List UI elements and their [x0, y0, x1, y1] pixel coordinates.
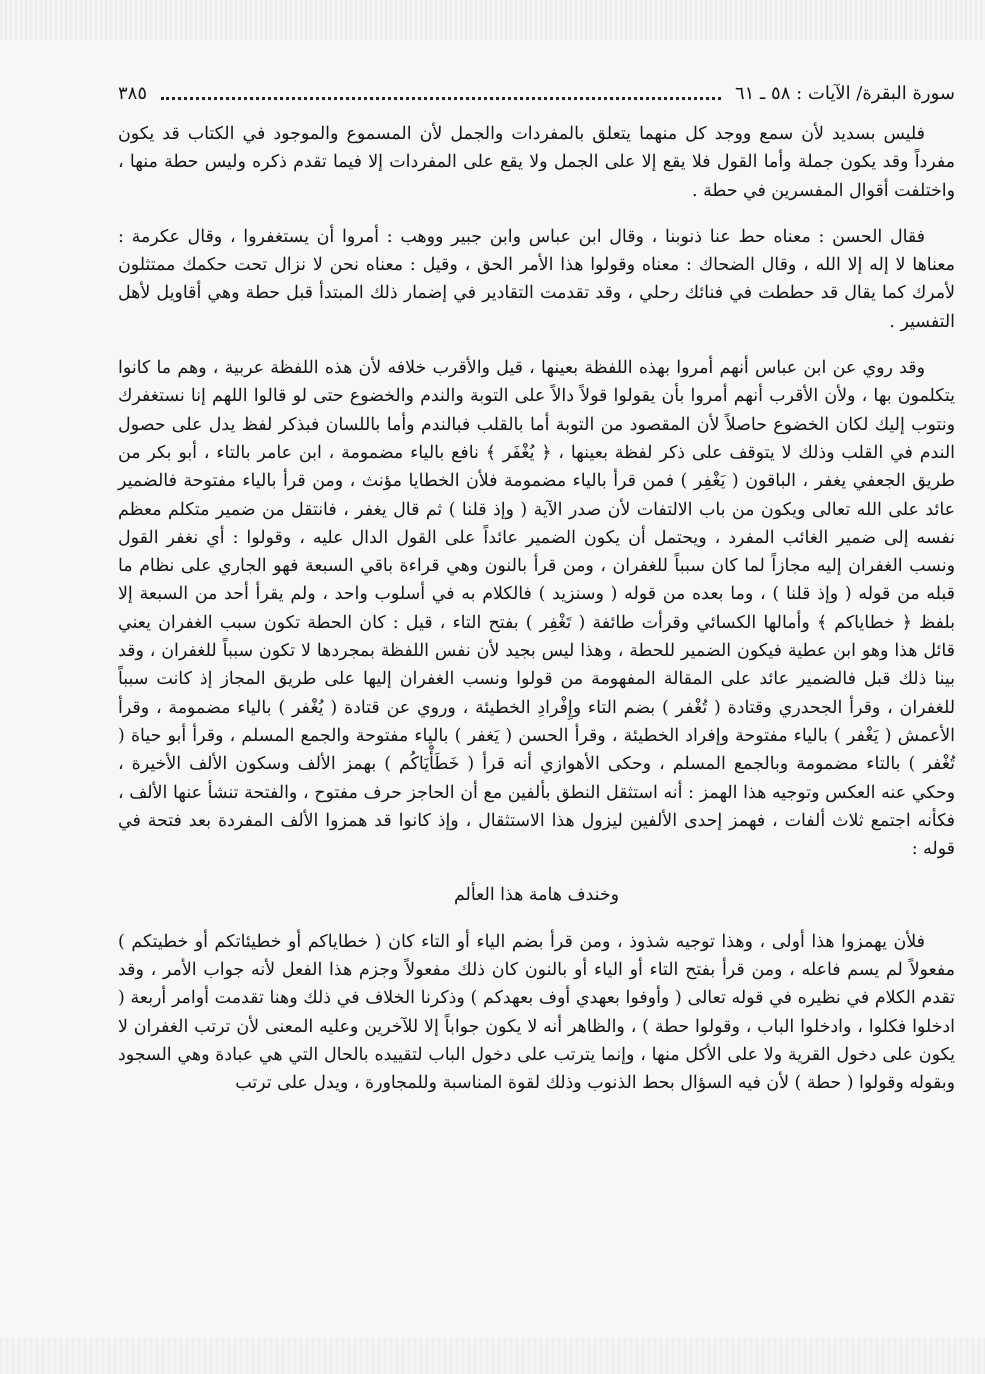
running-header: [118, 78, 955, 108]
body-text: [118, 120, 955, 1098]
page-number: ٣٨٥: [118, 82, 148, 104]
paragraph-2: فقال الحسن : معناه حط عنا ذنوبنا ، وقال ابن عباس وابن جبير ووهب : أمروا أن يستغفروا ، وقال عكرمة : معناها لا إله إلا الله ، وقال الضحاك : معناه وقولوا هذا الأمر الحق ، وقيل : معناه نحن لا نزال تحت حكمك ممتثلون لأمرك كما يقال قد حططت في فنائك رحلي ، وقد تقدمت التقادير في إضمار ذلك المبتدأ قبل حطة وهي أقاويل لأهل التفسير .: [118, 226, 955, 332]
paragraph-4: فلأن يهمزوا هذا أولى ، وهذا توجيه شذوذ ، ومن قرأ بضم الياء أو التاء كان ( خطاياكم أو خطيئاتكم أو خطيتكم ) مفعولاً لم يسم فاعله ، ومن قرأ بفتح التاء أو الياء أو بالنون كان ذلك مفعولاً وجزم هذا الفعل لأنه جواب الأمر ، وقد تقدم الكلام في نظيره في قوله تعالى ( وأوفوا بعهدي أوف بعهدكم ) وذكرنا الخلاف في ذلك وهنا تقدمت أوامر أربعة ( ادخلوا فكلوا ، وادخلوا الباب ، وقولوا حطة ) ، والظاهر أنه لا يكون جواباً إلا للآخرين وعليه المعنى لأن ترتب الغفران لا يكون على دخول القرية ولا على الأكل منها ، وإنما يترتب على دخول الباب لتقييده بالحال التي هي عبادة وهي السجود وبقوله وقولوا ( حطة ) لأن فيه السؤال بحط الذنوب وذلك لقوة المناسبة وللمجاورة ، ويدل على ترتب: [118, 931, 955, 1094]
surah-title: سورة البقرة/ الآيات : ٥٨ ـ ٦١: [734, 82, 955, 104]
poetry-verse: وخندف هامة هذا العألم: [453, 885, 620, 906]
dot-leader: [161, 87, 721, 100]
paragraph-3: وقد روي عن ابن عباس أنهم أمروا بهذه اللفظة بعينها ، قيل والأقرب خلافه لأن هذه اللفظة عربية ، وهم ما كانوا يتكلمون بها ، ولأن الأقرب أنهم أمروا بأن يقولوا قولاً دالاً على التوبة والندم والخضوع حتى لو قالوا اللهم إنا نستغفرك ونتوب إليك لكان الخضوع حاصلاً لأن المقصود من التوبة أما بالقلب فبالندم وأما باللسان فبذكر لفظ يدل على حصول الندم في القلب وذلك لا يتوقف على ذكر لفظة بعينها ، ﴿ يُغْفَر ﴾ نافع بالياء مضمومة ، ابن عامر بالتاء ، أبو بكر من طريق الجعفي يغفر ، الباقون ( يَغْفِر ) فمن قرأ بالياء مضمومة فلأن الخطايا مؤنث ، ومن قرأ بالياء مفتوحة فالضمير عائد على الله تعالى ويكون من باب الالتفات لأن صدر الآية ( وإذ قلنا ) ثم قال يغفر ، فانتقل من ضمير متكلم معظم نفسه إلى ضمير الغائب المفرد ، ويحتمل أن يكون الضمير عائداً على القول الدال عليه ، وقولوا : أي نغفر القول ونسب الغفران إليه مجازاً لما كان سبباً للغفران ، ومن قرأ بالنون وهي قراءة باقي السبعة فهو الجاري على نظام ما قبله من قوله ( وإذ قلنا ) ، وما بعده من قوله ( وسنزيد ) فالكلام به في أسلوب واحد ، ولم يقرأ أحد من السبعة إلا بلفظ ﴿ خطاياكم ﴾ وأمالها الكسائي وقرأت طائفة ( تَغْفِر ) بفتح التاء ، قيل : كان الحطة تكون سبب الغفران يعني قائل هذا وهو ابن عطية فيكون الضمير للحطة ، وهذا ليس بجيد لأن نفس اللفظة بمجردها لا تكون سبباً للغفران ، وقد بينا ذلك قبل فالضمير عائد على المقالة المفهومة من قولوا ونسب الغفران إليها على طريق المجاز إذ كانت سبباً للغفران ، وقرأ الجحدري وقتادة ( تُغْفر ) بضم التاء وإِفْرادِ الخطيئة ، وروي عن قتادة ( يُغْفر ) بالياء مضمومة ، وقرأ الأعمش ( يَغْفر ) بالياء مفتوحة وإفراد الخطيئة ، وقرأ الحسن ( يَغفر ) بالياء مفتوحة والجمع المسلم ، وقرأ أبو حياة ( تُغْفر ) بالتاء مضمومة وبالجمع المسلم ، وحكى الأهوازي أنه قرأ ( خَطَأْيَاكُم ) بهمز الألف وسكون الألف الأخيرة ، وحكي عنه العكس وتوجيه هذا الهمز : أنه استثقل النطق بألفين مع أن الحاجز حرف مفتوح ، والفتحة تنشأ عنها الألف ، فكأنه اجتمع ثلاث ألفات ، فهمز إحدى الألفين ليزول هذا الاستثقال ، وإذ كانوا قد همزوا الألف المفردة بعد فتحة في قوله :: [118, 358, 956, 860]
paragraph-1: فليس بسديد لأن سمع ووجد كل منهما يتعلق بالمفردات والجمل لأن المسموع والموجود في الكتاب قد يكون مفرداً وقد يكون جملة وأما القول فلا يقع إلا على الجمل ولا يقع على المفردات إلا فيما تقدم ذكره وليس حطة منها ، واختلفت أقوال المفسرين في حطة .: [118, 124, 955, 201]
